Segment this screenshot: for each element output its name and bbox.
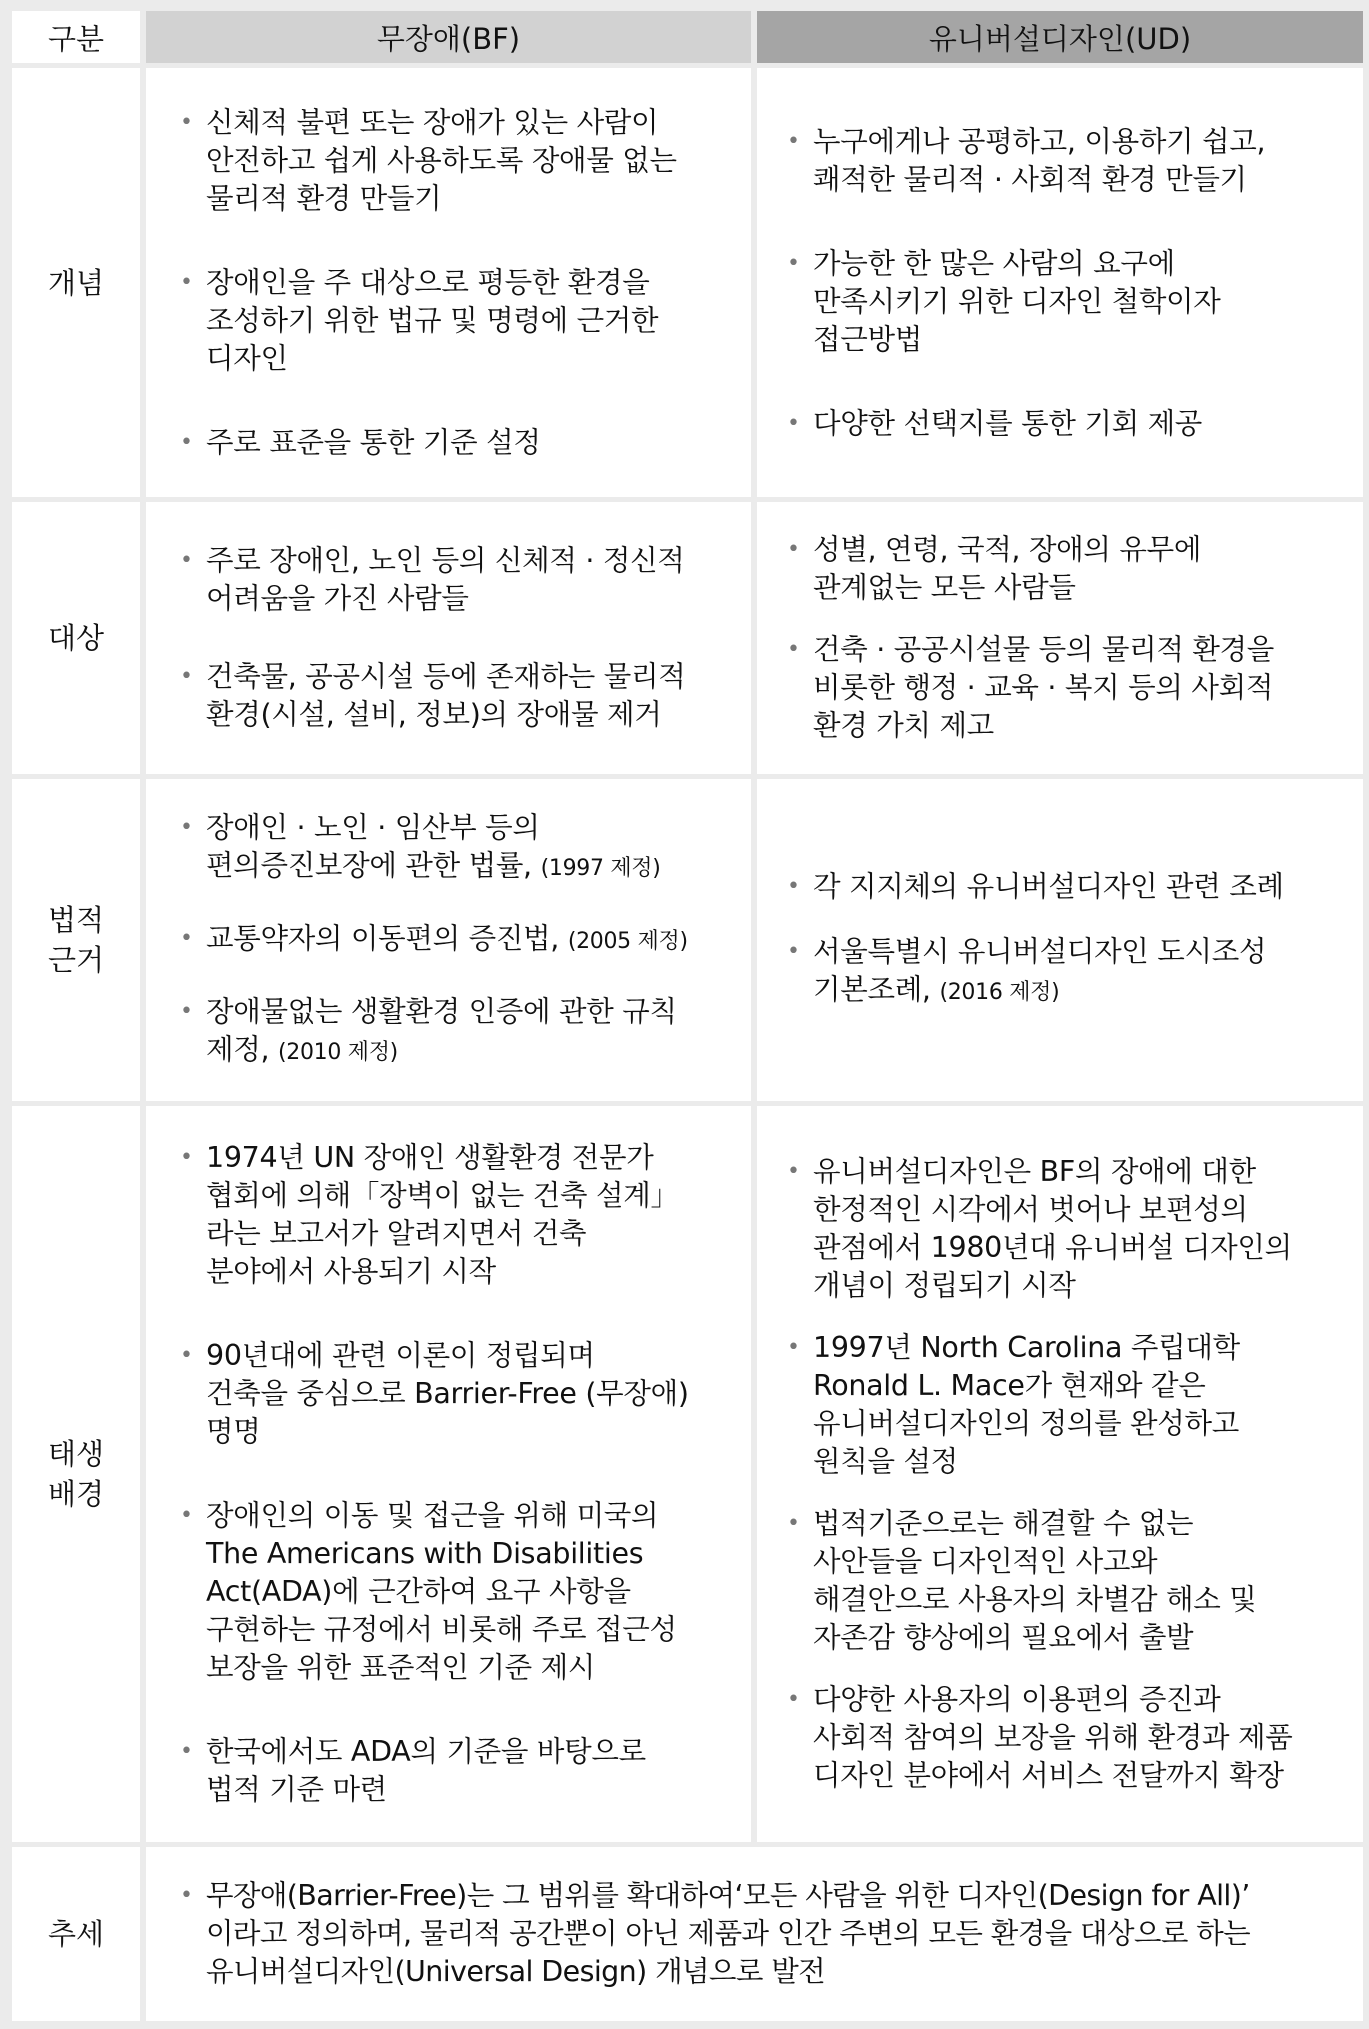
header-category: 구분 xyxy=(12,11,140,63)
enactment-year: (2010 제정) xyxy=(277,1039,398,1065)
bf-cell xyxy=(146,68,751,497)
ud-list xyxy=(787,531,1337,745)
law-text: 장애물없는 생활환경 인증에 관한 규칙 제정, xyxy=(206,994,677,1066)
ud-cell xyxy=(757,68,1363,497)
list-item: • 한국에서도 ADA의 기준을 바탕으로 법적 기준 마련 xyxy=(180,1733,725,1809)
header-bf: 무장애(BF) xyxy=(146,11,751,63)
list-item: • 90년대에 관련 이론이 정립되며 건축을 중심으로 Barrier-Free (무장애) 명명 xyxy=(180,1337,725,1451)
ud-cell xyxy=(757,1106,1363,1842)
list-item: • 신체적 불편 또는 장애가 있는 사람이 안전하고 쉽게 사용하도록 장애물 없는 물리적 환경 만들기 xyxy=(180,104,725,218)
row-target xyxy=(12,502,1363,774)
law-text: 교통약자의 이동편의 증진법, xyxy=(206,921,568,955)
header-row xyxy=(12,11,1363,63)
bf-cell xyxy=(146,502,751,774)
list-item: • 주로 표준을 통한 기준 설정 xyxy=(180,424,725,462)
ud-list xyxy=(787,123,1337,443)
law-text: 서울특별시 유니버설디자인 도시조성 기본조례, xyxy=(813,935,1267,1006)
row-label xyxy=(12,1847,140,2021)
row-label xyxy=(12,68,140,497)
enactment-year: (1997 제정) xyxy=(540,855,661,881)
list-item: • 주로 장애인, 노인 등의 신체적 · 정신적 어려움을 가진 사람들 xyxy=(180,542,725,618)
list-item: • 건축물, 공공시설 등에 존재하는 물리적 환경(시설, 설비, 정보)의 장애물 제거 xyxy=(180,658,725,734)
list-item: • 다양한 사용자의 이용편의 증진과 사회적 참여의 보장을 위해 환경과 제품 디자인 분야에서 서비스 전달까지 확장 xyxy=(787,1681,1337,1795)
list-item: • 유니버설디자인은 BF의 장애에 대한 한정적인 시각에서 벗어나 보편성의 관점에서 1980년대 유니버설 디자인의 개념이 정립되기 시작 xyxy=(787,1153,1337,1305)
list-item xyxy=(787,868,1337,909)
list-item: • 다양한 선택지를 통한 기회 제공 xyxy=(787,405,1337,443)
row-label-text: 대상 xyxy=(47,621,105,655)
ud-cell xyxy=(757,779,1363,1101)
row-concept xyxy=(12,68,1363,497)
bf-list xyxy=(180,104,725,462)
list-item: • 장애인의 이동 및 접근을 위해 미국의 The Americans with Disabilities Act(ADA)에 근간하여 요구 사항을 구현하는 규정에서 비롯해 주로 접근성 보장을 위한 표준적인 기준 제시 xyxy=(180,1497,725,1687)
enactment-year: (2016 제정) xyxy=(939,980,1060,1005)
row-label xyxy=(12,779,140,1101)
law-text: 장애인 · 노인 · 임산부 등의 편의증진보장에 관한 법률, xyxy=(206,810,540,882)
list-item: • 법적기준으로는 해결할 수 없는 사안들을 디자인적인 사고와 해결안으로 사용자의 차별감 해소 및 자존감 향상에의 필요에서 출발 xyxy=(787,1505,1337,1657)
bf-list xyxy=(180,809,725,1072)
ud-list xyxy=(787,868,1337,1012)
list-item xyxy=(180,920,725,961)
list-item: • 무장애(Barrier-Free)는 그 범위를 확대하여‘모든 사람을 위한 디자인(Design for All)’ 이라고 정의하며, 물리적 공간뿐이 아닌 제품과 인간 주변의 모든 환경을 대상으로 하는 유니버설디자인(Universal Design) 개념으로 발전 xyxy=(180,1877,1333,1991)
bf-list xyxy=(180,1139,725,1809)
row-label-text: 개념 xyxy=(47,265,105,300)
header-ud: 유니버설디자인(UD) xyxy=(757,11,1363,63)
row-legal-basis xyxy=(12,779,1363,1101)
row-origin xyxy=(12,1106,1363,1842)
row-label-text: 법적 근거 xyxy=(47,903,105,977)
ud-list xyxy=(787,1153,1337,1795)
bf-cell xyxy=(146,779,751,1101)
law-text: 각 지지체의 유니버설디자인 관련 조례 xyxy=(813,870,1284,903)
list-item: • 성별, 연령, 국적, 장애의 유무에 관계없는 모든 사람들 xyxy=(787,531,1337,607)
comparison-table xyxy=(6,6,1369,2026)
trend-cell xyxy=(146,1847,1363,2021)
trend-list xyxy=(180,1877,1333,1991)
list-item xyxy=(180,809,725,888)
ud-cell xyxy=(757,502,1363,774)
list-item: • 1974년 UN 장애인 생활환경 전문가 협회에 의해「장벽이 없는 건축 설계」 라는 보고서가 알려지면서 건축 분야에서 사용되기 시작 xyxy=(180,1139,725,1291)
row-label xyxy=(12,1106,140,1842)
list-item xyxy=(787,933,1337,1012)
list-item xyxy=(180,993,725,1072)
list-item: • 가능한 한 많은 사람의 요구에 만족시키기 위한 디자인 철학이자 접근방법 xyxy=(787,245,1337,359)
row-label xyxy=(12,502,140,774)
bf-list xyxy=(180,542,725,734)
list-item: • 1997년 North Carolina 주립대학 Ronald L. Mace가 현재와 같은 유니버설디자인의 정의를 완성하고 원칙을 설정 xyxy=(787,1329,1337,1481)
list-item: • 장애인을 주 대상으로 평등한 환경을 조성하기 위한 법규 및 명령에 근거한 디자인 xyxy=(180,264,725,378)
row-label-text: 태생 배경 xyxy=(47,1437,105,1511)
row-trend xyxy=(12,1847,1363,2021)
list-item: • 건축 · 공공시설물 등의 물리적 환경을 비롯한 행정 · 교육 · 복지 등의 사회적 환경 가치 제고 xyxy=(787,631,1337,745)
list-item: • 누구에게나 공평하고, 이용하기 쉽고, 쾌적한 물리적 · 사회적 환경 만들기 xyxy=(787,123,1337,199)
enactment-year: (2005 제정) xyxy=(567,928,688,954)
bf-cell xyxy=(146,1106,751,1842)
row-label-text: 추세 xyxy=(47,1917,105,1951)
